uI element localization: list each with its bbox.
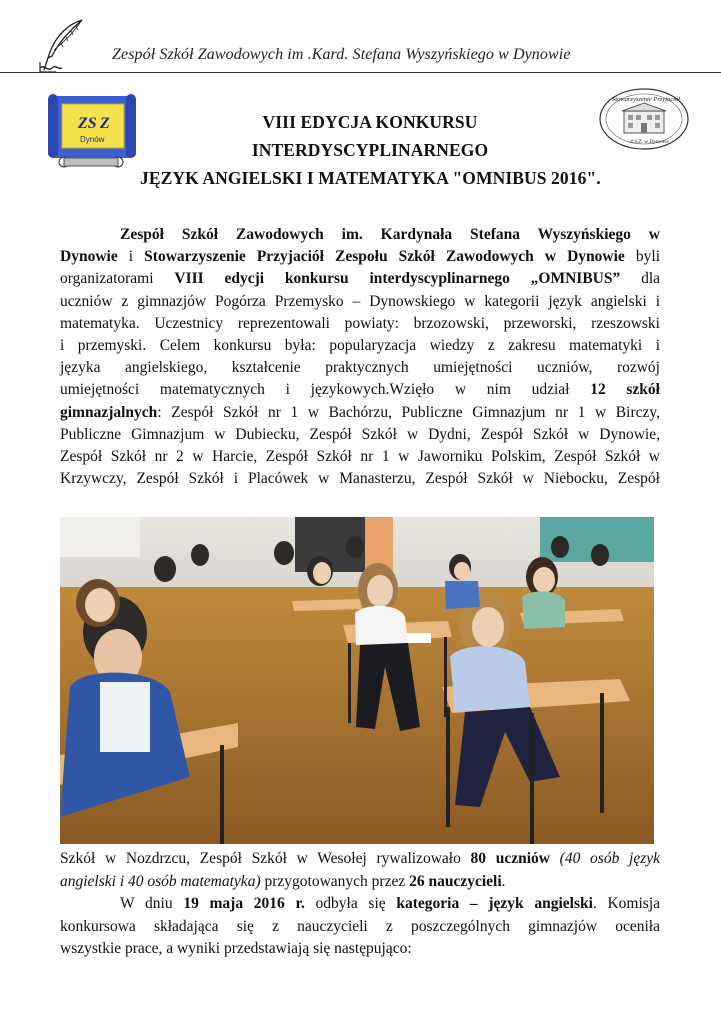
logo-left-big-text: ZS — [78, 115, 97, 132]
logo-left-sub: Dynów — [80, 135, 105, 144]
p1-text: 12 szkół — [590, 381, 660, 399]
p1-text: gimnazjalnych — [60, 403, 158, 421]
p2-line — [60, 871, 660, 894]
p3-line: konkursowa składająca się z nauczycieli z poszczególnych gimnazjów oceniła — [60, 917, 660, 935]
paragraph-results — [60, 848, 660, 961]
p1-line: i przemyski. Celem konkursu była: popularyzacja wiedzy z zakresu matematyki i — [60, 337, 660, 355]
contest-classroom-photo — [60, 517, 654, 844]
p1-text: dla — [620, 270, 661, 288]
p1-line: matematyka. Uczestnicy reprezentowali powiaty: brzozowski, przeworski, rzeszowski — [60, 314, 660, 332]
p2-text: przygotowanych przez — [260, 872, 410, 890]
p1-text: Dynowie — [60, 248, 118, 266]
title-line-1: VIII EDYCJA KONKURSU — [262, 112, 478, 132]
p3-text: . Komisja — [592, 895, 661, 913]
p1-text: byli — [624, 248, 661, 266]
page-header — [0, 0, 721, 78]
p3-text: odbyła się — [304, 895, 397, 913]
p2-text: 80 uczniów — [470, 850, 550, 867]
p1-line: uczniów z gimnazjów Pogórza Przemysko – Dynowskiego w kategorii język angielski i — [60, 292, 660, 310]
p2-line — [60, 848, 660, 871]
p3-line: wszystkie prace, a wyniki przedstawiają się następująco: — [60, 940, 412, 958]
quill-pen-icon — [38, 18, 90, 74]
page-title — [140, 108, 600, 192]
header-divider — [0, 72, 721, 73]
zsz-school-logo — [44, 90, 138, 170]
p3-text: W dniu — [120, 895, 184, 913]
logo-left-small-text: Z — [100, 115, 110, 132]
paragraph-intro — [60, 224, 660, 490]
p2-text: angielski i 40 osób matematyka) — [60, 872, 261, 890]
p1-line — [60, 379, 660, 401]
p3-line — [60, 893, 660, 916]
p1-line — [60, 246, 660, 268]
logo-right-arc-text: Stowarzyszenie Przyjaciół — [612, 96, 681, 103]
p1-line: Publiczne Gimnazjum w Dubiecku, Zespół Szkół w Dydni, Zespół Szkół w Dynowie, — [60, 425, 660, 443]
p1-line — [60, 224, 660, 246]
p1-line: Zespół Szkół nr 2 w Harcie, Zespół Szkół nr 1 w Jaworniku Polskim, Zespół Szkół w — [60, 448, 660, 466]
p1-line — [60, 268, 660, 290]
p2-text: (40 osób język — [549, 850, 661, 867]
association-stamp-logo — [598, 87, 690, 151]
p1-line: języka angielskiego, kształcenie praktycznych umiejętności uczniów, rozwój — [60, 359, 660, 377]
p1-text: i — [117, 248, 145, 266]
p1-text: VIII edycji konkursu interdyscyplinarnego „OMNIBUS” — [174, 270, 621, 288]
p3-text: kategoria – język angielski — [396, 895, 593, 913]
title-line-3: JĘZYK ANGIELSKI I MATEMATYKA "OMNIBUS 2016". — [140, 168, 601, 188]
p1-text: umiejętności matematycznych i językowych.Wzięło w nim udział — [60, 381, 591, 399]
p1-text: Stowarzyszenie Przyjaciół Zespołu Szkół Zawodowych w Dynowie — [144, 248, 625, 266]
title-line-2: INTERDYSCYPLINARNEGO — [251, 140, 489, 160]
p1-line: Krzywczy, Zespół Szkół i Placówek w Manasterzu, Zespół Szkół w Niebocku, Zespół — [60, 470, 660, 488]
p1-text: : Zespół Szkół nr 1 w Bachórzu, Publiczne Gimnazjum nr 1 w Birczy, — [157, 403, 660, 421]
p2-text: . — [501, 872, 506, 890]
p2-text: 26 nauczycieli — [409, 872, 502, 890]
p1-line — [60, 402, 660, 424]
p2-text: Szkół w Nozdrzcu, Zespół Szkół w Wesołej rywalizowało — [60, 850, 471, 867]
p1-text: Zespół Szkół Zawodowych im. Kardynała Stefana Wyszyńskiego w — [120, 226, 660, 243]
logo-right-bottom-text: Z.S.Z. w Dynowie — [630, 139, 669, 145]
header-school-name: Zespół Szkół Zawodowych im .Kard. Stefana Wyszyńskiego w Dynowie — [112, 46, 571, 63]
p3-text: 19 maja 2016 r. — [183, 895, 305, 913]
p1-text: organizatorami — [60, 270, 175, 288]
